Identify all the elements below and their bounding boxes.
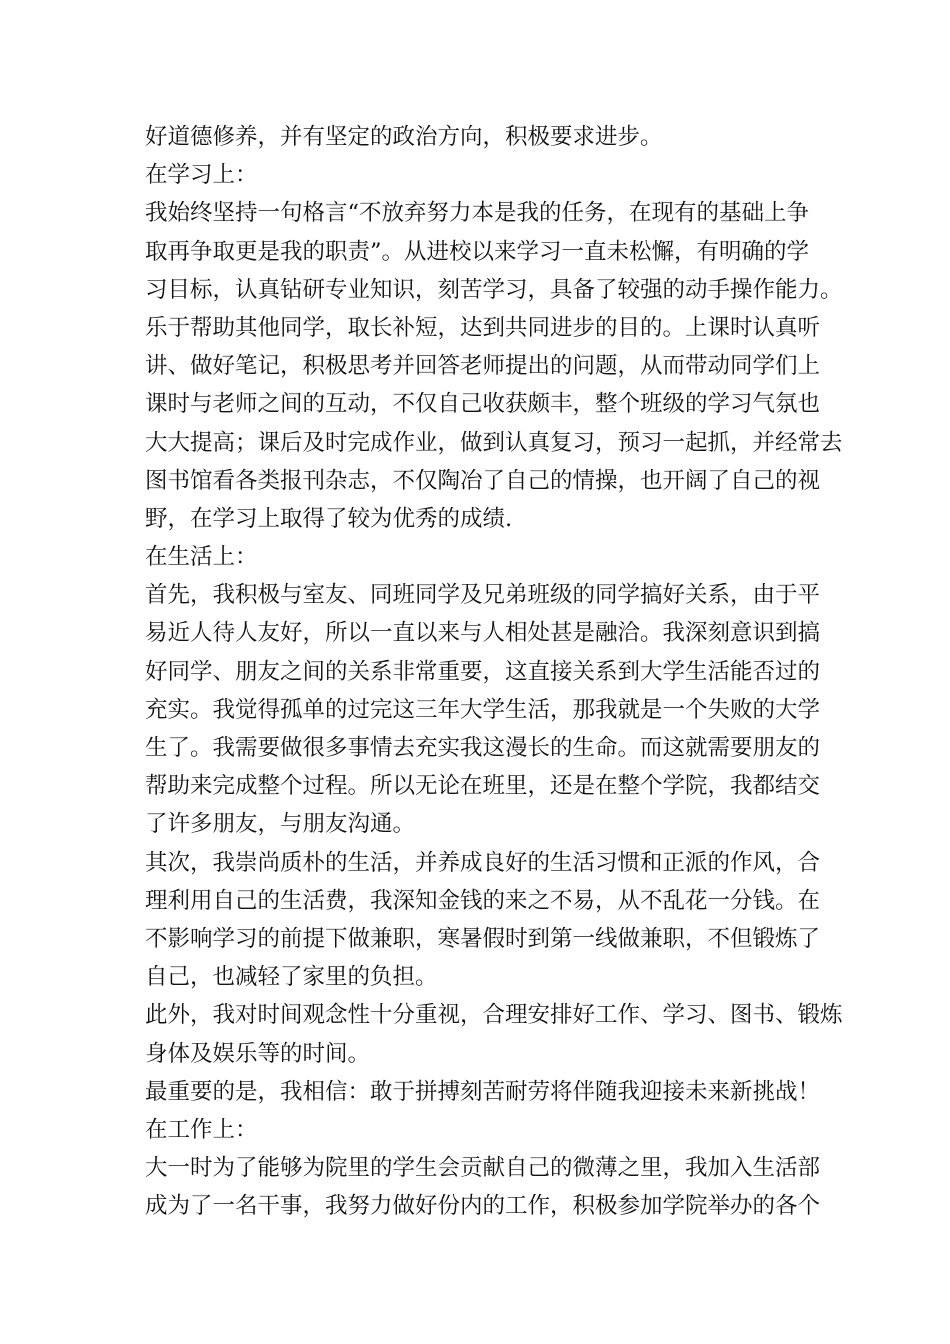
text-line: 习目标，认真钻研专业知识，刻苦学习，具备了较强的动手操作能力。 bbox=[145, 276, 843, 303]
text-line: 理利用自己的生活费，我深知金钱的来之不易，从不乱花一分钱。在 bbox=[145, 887, 821, 914]
text-line: 自己，也减轻了家里的负担。 bbox=[145, 964, 438, 991]
section-heading-work: 在工作上： bbox=[145, 1116, 258, 1143]
text-line: 帮助来完成整个过程。所以无论在班里，还是在整个学院，我都结交 bbox=[145, 773, 821, 800]
text-line: 最重要的是，我相信：敢于拼搏刻苦耐劳将伴随我迎接未来新挑战！ bbox=[145, 1078, 821, 1105]
text-line: 好道德修养，并有坚定的政治方向，积极要求进步。 bbox=[145, 124, 663, 150]
text-line: 乐于帮助其他同学，取长补短，达到共同进步的目的。上课时认真听 bbox=[145, 314, 821, 341]
text-line: 大大提高；课后及时完成作业，做到认真复习，预习一起抓，并经常去 bbox=[145, 429, 843, 456]
text-line: 成为了一名干事，我努力做好份内的工作，积极参加学院举办的各个 bbox=[145, 1193, 821, 1220]
text-line: 野，在学习上取得了较为优秀的成绩. bbox=[145, 505, 513, 532]
section-heading-study: 在学习上： bbox=[145, 162, 258, 189]
text-line: 大一时为了能够为院里的学生会贡献自己的微薄之里，我加入生活部 bbox=[145, 1155, 821, 1182]
text-line: 取再争取更是我的职责”。从进校以来学习一直未松懈，有明确的学 bbox=[145, 238, 810, 265]
text-line: 好同学、朋友之间的关系非常重要，这直接关系到大学生活能否过的 bbox=[145, 658, 821, 685]
text-line: 我始终坚持一句格言“不放弃努力本是我的任务，在现有的基础上争 bbox=[145, 200, 810, 227]
text-line: 讲、做好笔记，积极思考并回答老师提出的问题，从而带动同学们上 bbox=[145, 353, 821, 380]
text-line: 其次，我崇尚质朴的生活，并养成良好的生活习惯和正派的作风，合 bbox=[145, 849, 821, 876]
text-line: 充实。我觉得孤单的过完这三年大学生活，那我就是一个失败的大学 bbox=[145, 696, 821, 723]
text-line: 了许多朋友，与朋友沟通。 bbox=[145, 811, 416, 838]
text-line: 图书馆看各类报刊杂志，不仅陶冶了自己的情操，也开阔了自己的视 bbox=[145, 467, 821, 494]
text-line: 此外，我对时间观念性十分重视，合理安排好工作、学习、图书、锻炼 bbox=[145, 1002, 843, 1029]
document-body bbox=[145, 118, 843, 1225]
text-line: 首先，我积极与室友、同班同学及兄弟班级的同学搞好关系，由于平 bbox=[145, 582, 821, 609]
section-heading-life: 在生活上： bbox=[145, 544, 258, 571]
text-line: 课时与老师之间的互动，不仅自己收获颇丰，整个班级的学习气氛也 bbox=[145, 391, 821, 418]
text-line: 易近人待人友好，所以一直以来与人相处甚是融洽。我深刻意识到搞 bbox=[145, 620, 821, 647]
text-line: 身体及娱乐等的时间。 bbox=[145, 1040, 371, 1067]
text-line: 不影响学习的前提下做兼职，寒暑假时到第一线做兼职，不但锻炼了 bbox=[145, 925, 821, 952]
text-line: 生了。我需要做很多事情去充实我这漫长的生命。而这就需要朋友的 bbox=[145, 735, 821, 761]
